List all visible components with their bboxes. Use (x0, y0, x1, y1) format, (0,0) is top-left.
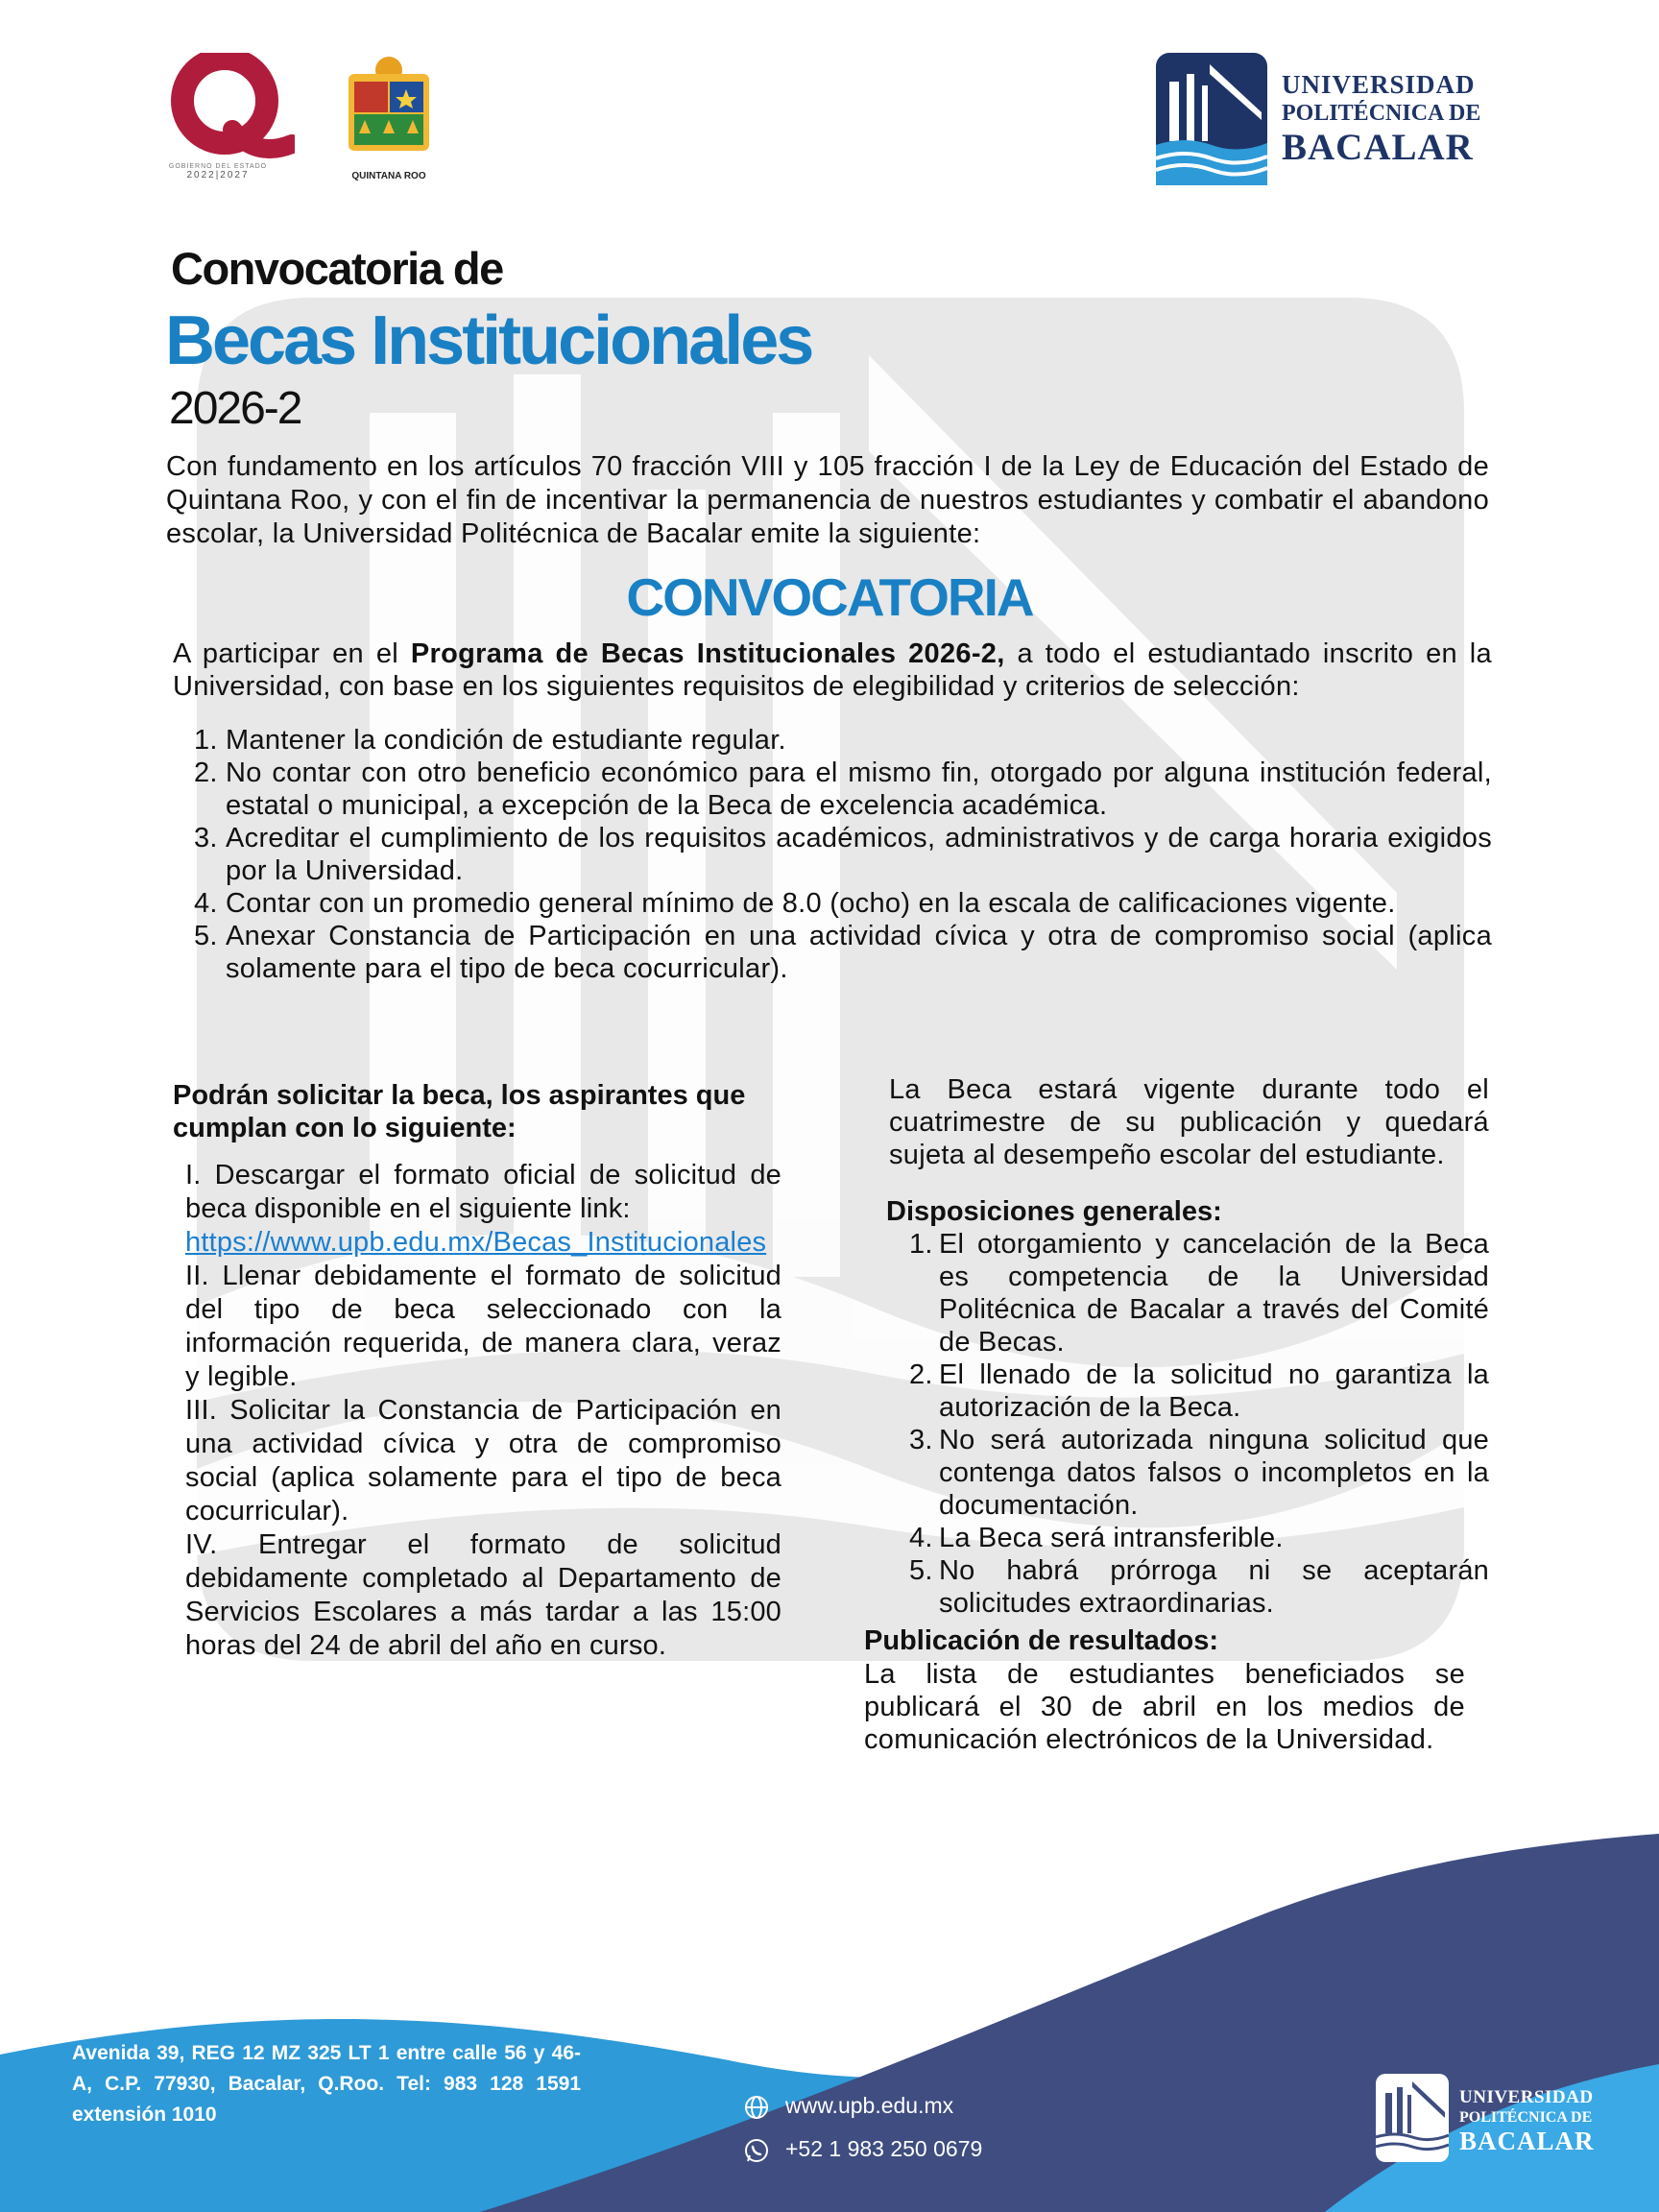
disposicion-text: El otorgamiento y cancelación de la Beca es competencia de la Universidad Politécnica de Bacalar a través del Comité de Becas. (939, 1229, 1489, 1358)
footer-university-logo (1376, 2074, 1625, 2170)
qroo-name: QUINTANA ROO (351, 171, 426, 181)
university-name-line3: BACALAR (1282, 127, 1474, 168)
participation-pre: A participar en el (173, 638, 411, 669)
disposicion-number: 3. (909, 1425, 933, 1455)
globe-icon (743, 2094, 770, 2121)
requirement-number: 1. (194, 725, 218, 756)
intro-paragraph: Con fundamento en los artículos 70 fracción VIII y 105 fracción I de la Ley de Educación del Estado de Quintana Roo, y con el fin de incentivar la permanencia de nuestros estudiantes y combatir el abandono escolar, la Universidad Politécnica de Bacalar emite la siguiente: (166, 451, 1489, 549)
step-3: III. Solicitar la Constancia de Participación en una actividad cívica y otra de compromiso social (aplica solamente para el tipo de beca cocurricular). (185, 1395, 781, 1527)
footer-address: Avenida 39, REG 12 MZ 325 LT 1 entre calle 56 y 46-A, C.P. 77930, Bacalar, Q.Roo. Tel: 983 128 1591 extensión 1010 (72, 2042, 581, 2126)
university-name-line2: POLITÉCNICA DE (1282, 101, 1481, 126)
footer-university-line3: BACALAR (1459, 2127, 1595, 2155)
disposicion-number: 4. (909, 1523, 933, 1553)
university-logo (1156, 53, 1502, 187)
gov-logo-tagline: GOBIERNO DEL ESTADO (168, 163, 268, 170)
footer-university-line2: POLITÉCNICA DE (1459, 2109, 1593, 2126)
participation-post: a todo el estudiantado inscrito en la Universidad, con base en los siguientes requisitos de elegibilidad y criterios de selección: (173, 638, 1492, 702)
disposiciones-list (909, 1228, 1489, 1620)
requirement-number: 5. (194, 921, 218, 951)
application-steps (185, 1159, 781, 1663)
disposicion-number: 2. (909, 1359, 933, 1390)
requirement-text: No contar con otro beneficio económico para el mismo fin, otorgado por alguna institución federal, estatal o municipal, a excepción de la Beca de excelencia académica. (226, 757, 1492, 821)
footer-phone[interactable]: +52 1 983 250 0679 (785, 2136, 983, 2161)
step-4: IV. Entregar el formato de solicitud debidamente completado al Departamento de Servicios Escolares a más tardar a las 15:00 horas del 24 de abril del año en curso. (185, 1529, 781, 1661)
applicants-heading: Podrán solicitar la beca, los aspirantes que cumplan con lo siguiente: (173, 1080, 746, 1143)
disposicion-item (909, 1228, 1489, 1358)
scholarship-form-link[interactable]: https://www.upb.edu.mx/Becas_Institucionales (185, 1227, 767, 1258)
disposicion-text: La Beca será intransferible. (939, 1523, 1284, 1553)
q-logo-icon (165, 53, 295, 158)
requirement-item (194, 757, 1492, 822)
requirement-text: Anexar Constancia de Participación en una actividad cívica y otra de compromiso social (aplica solamente para el tipo de beca cocurricular). (226, 921, 1492, 984)
disposicion-number: 1. (909, 1229, 933, 1260)
quintana-roo-shield (341, 53, 437, 187)
publicacion-heading: Publicación de resultados: (864, 1625, 1219, 1656)
program-name: Programa de Becas Institucionales 2026-2, (410, 638, 1005, 669)
convocatoria-heading: CONVOCATORIA (626, 567, 1033, 627)
step-2: II. Llenar debidamente el formato de solicitud del tipo de beca seleccionado con la información requerida, de manera clara, veraz y legible. (185, 1261, 781, 1392)
disposicion-item (909, 1522, 1489, 1554)
university-emblem-icon (1156, 53, 1267, 185)
disposicion-text: No habrá prórroga ni se aceptarán solicitudes extraordinarias. (939, 1555, 1489, 1619)
disposicion-text: No será autorizada ninguna solicitud que contenga datos falsos o incompletos en la documentación. (939, 1425, 1489, 1521)
shield-icon (341, 53, 437, 166)
title-becas-institucionales: Becas Institucionales (165, 302, 812, 379)
vigencia-paragraph: La Beca estará vigente durante todo el cuatrimestre de su publicación y quedará sujeta al desempeño escolar del estudiante. (889, 1074, 1489, 1170)
publicacion-paragraph: La lista de estudiantes beneficiados se publicará el 30 de abril en los medios de comunicación electrónicos de la Universidad. (864, 1659, 1465, 1755)
requirement-number: 4. (194, 888, 218, 919)
footer-website[interactable]: www.upb.edu.mx (785, 2093, 954, 2118)
gov-logo-years: 2022|2027 (186, 170, 250, 180)
requirement-text: Contar con un promedio general mínimo de 8.0 (ocho) en la escala de calificaciones vigente. (226, 888, 1396, 919)
university-emblem-icon (1376, 2074, 1449, 2162)
gov-logo (165, 53, 295, 187)
disposicion-item (909, 1424, 1489, 1522)
requirement-item (194, 822, 1492, 887)
disposicion-item (909, 1554, 1489, 1620)
participation-paragraph (173, 637, 1492, 703)
requirement-number: 3. (194, 823, 218, 854)
disposicion-text: El llenado de la solicitud no garantiza la autorización de la Beca. (939, 1359, 1489, 1423)
title-convocatoria-de: Convocatoria de (171, 243, 503, 294)
requirement-text: Mantener la condición de estudiante regular. (226, 725, 786, 756)
requirements-list (194, 724, 1492, 985)
whatsapp-icon (743, 2137, 770, 2164)
disposicion-number: 5. (909, 1555, 933, 1586)
requirement-number: 2. (194, 757, 218, 788)
title-period: 2026-2 (169, 383, 301, 434)
requirement-item (194, 887, 1492, 920)
footer-university-line1: UNIVERSIDAD (1459, 2087, 1594, 2107)
requirement-item (194, 724, 1492, 757)
disposiciones-heading: Disposiciones generales: (886, 1196, 1222, 1227)
requirement-item (194, 920, 1492, 985)
disposicion-item (909, 1358, 1489, 1424)
university-name-line1: UNIVERSIDAD (1282, 70, 1476, 99)
requirement-text: Acreditar el cumplimiento de los requisitos académicos, administrativos y de carga horaria exigidos por la Universidad. (226, 823, 1492, 886)
step-1: I. Descargar el formato oficial de solicitud de beca disponible en el siguiente link: (185, 1160, 781, 1224)
